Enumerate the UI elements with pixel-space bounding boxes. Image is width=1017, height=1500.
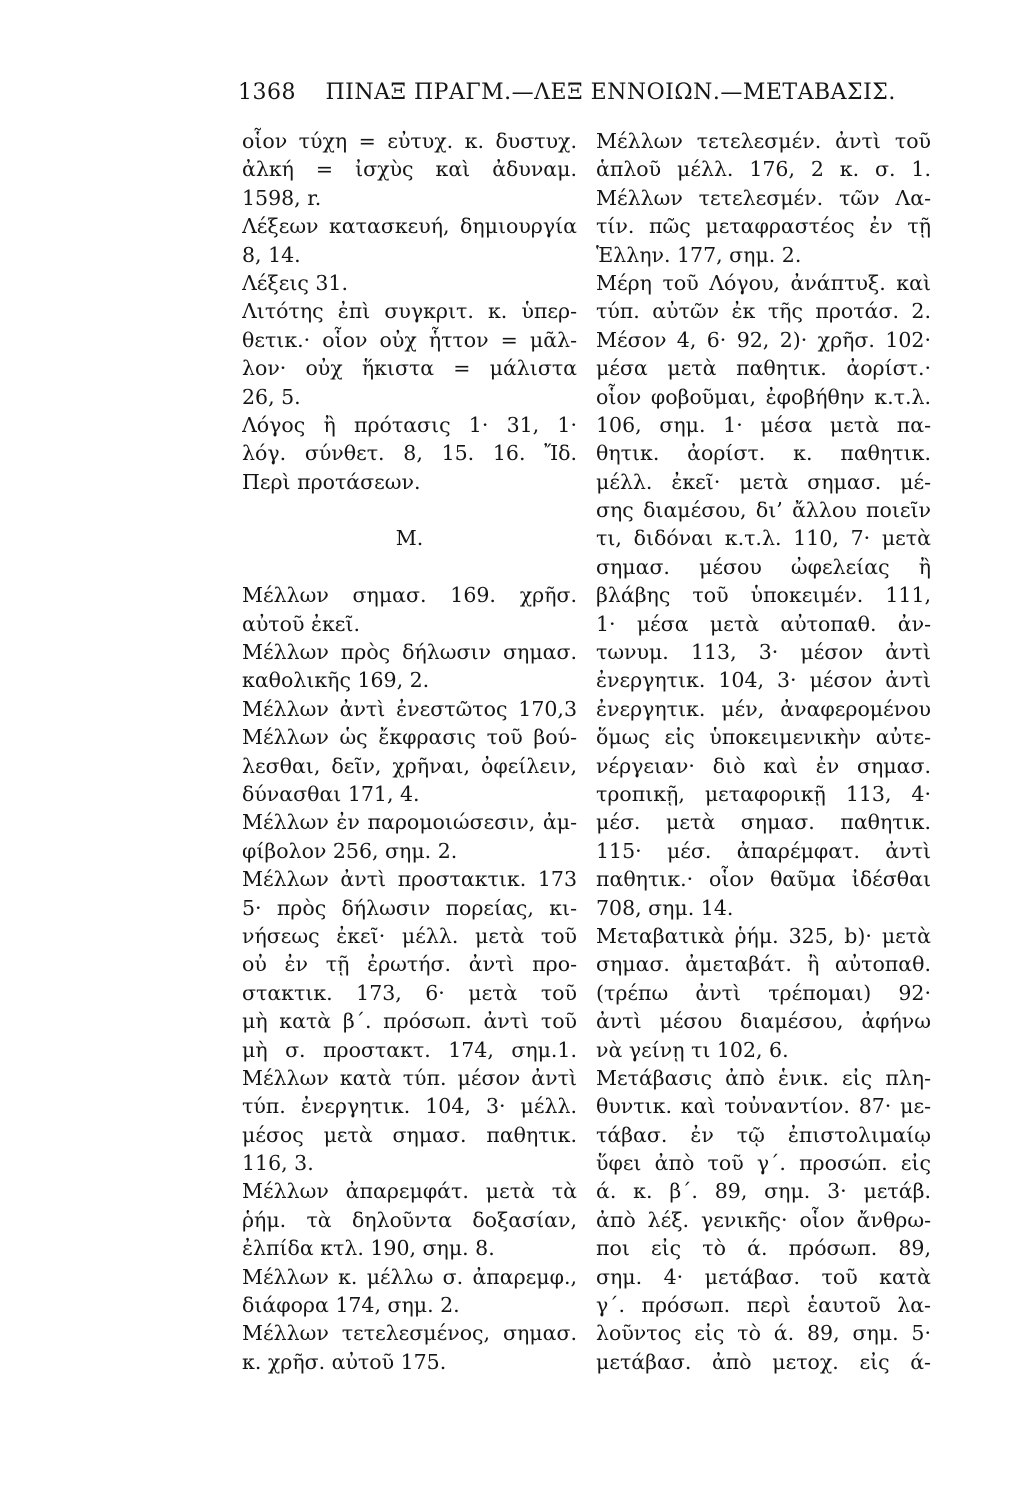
index-line: τι, διδόναι κ.τ.λ. 110, 7· μετὰ (596, 526, 931, 551)
index-line: θετικ.· οἷον οὐχ ἧττον = μᾶλ- (242, 327, 577, 352)
index-line: ἀντὶ μέσου διαμέσου, ἀφήνω (596, 1009, 931, 1034)
index-line: Περὶ προτάσεων. (242, 469, 421, 494)
index-line: 8, 14. (242, 242, 301, 267)
index-line: 5· πρὸς δήλωσιν πορείας, κι- (242, 895, 577, 920)
index-line: Μέλλων ἀπαρεμφάτ. μετὰ τὰ (242, 1179, 577, 1204)
index-line: τάβασ. ἐν τῷ ἐπιστολιμαίῳ (596, 1122, 931, 1147)
index-line: 708, σημ. 14. (596, 895, 734, 920)
index-line: στακτικ. 173, 6· μετὰ τοῦ (242, 980, 577, 1005)
index-line: θητικ. ἀορίστ. κ. παθητικ. (596, 441, 931, 466)
right-column (596, 127, 931, 1376)
index-line: μέσ. μετὰ σημασ. παθητικ. (596, 810, 931, 835)
index-line: Ἑλλην. 177, σημ. 2. (596, 242, 802, 267)
index-line: μέλλ. ἐκεῖ· μετὰ σημασ. μέ- (596, 469, 931, 494)
index-line: νέργειαν· διὸ καὶ ἐν σημασ. (596, 753, 931, 778)
index-line: σημ. 4· μετάβασ. τοῦ κατὰ (596, 1264, 931, 1289)
index-line: 1598, r. (242, 185, 322, 210)
index-line: Λιτότης ἐπὶ συγκριτ. κ. ὑπερ- (242, 299, 577, 324)
index-line: Μέλλων ὡς ἔκφρασις τοῦ βού- (242, 725, 577, 750)
index-line: μέσα μετὰ παθητικ. ἀορίστ.· (596, 356, 931, 381)
index-line: τύπ. αὐτῶν ἐκ τῆς προτάσ. 2. (596, 299, 931, 324)
index-line: γ΄. πρόσωπ. περὶ ἑαυτοῦ λα- (596, 1293, 931, 1318)
index-line: Μέλλων κ. μέλλω σ. ἀπαρεμφ., (242, 1264, 577, 1289)
index-line: (τρέπω ἀντὶ τρέπομαι) 92· (596, 980, 931, 1005)
index-line: τωνυμ. 113, 3· μέσον ἀντὶ (596, 640, 931, 665)
index-line: σημασ. ἀμεταβάτ. ἢ αὐτοπαθ. (596, 952, 931, 977)
index-line: Μέλλων τετελεσμέν. τῶν Λα- (596, 185, 931, 210)
index-line (242, 496, 577, 524)
index-line: μετάβασ. ἀπὸ μετοχ. εἰς ά- (596, 1349, 931, 1374)
index-line: τίν. πῶς μεταφραστέος ἐν τῇ (596, 214, 931, 239)
index-line: Μέλλων τετελεσμέν. ἀντὶ τοῦ (596, 129, 931, 153)
index-line: καθολικῆς 169, 2. (242, 668, 430, 693)
index-line: οἷον φοβοῦμαι, ἐφοβήθην κ.τ.λ. (596, 384, 931, 409)
index-line: Μέσον 4, 6· 92, 2)· χρῆσ. 102· (596, 327, 931, 352)
index-line: σης διαμέσου, δι’ ἄλλου ποιεῖν (596, 498, 931, 523)
index-line: ἁπλοῦ μέλλ. 176, 2 κ. σ. 1. (596, 157, 931, 182)
index-line: διάφορα 174, σημ. 2. (242, 1293, 460, 1318)
index-line: ἐνεργητικ. μέν, ἀναφερομένου (596, 696, 931, 721)
index-line: ἐλπίδα κτλ. 190, σημ. 8. (242, 1236, 495, 1261)
index-line: ποι εἰς τὸ ά. πρόσωπ. 89, (596, 1236, 931, 1261)
index-line: φίβολον 256, σημ. 2. (242, 838, 458, 863)
index-line: ὕφει ἀπὸ τοῦ γ΄. προσώπ. εἰς (596, 1151, 931, 1176)
index-line: Μέλλων κατὰ τύπ. μέσον ἀντὶ (242, 1065, 577, 1090)
index-line: Μέλλων τετελεσμένος, σημασ. (242, 1321, 577, 1346)
index-line: ῥήμ. τὰ δηλοῦντα δοξασίαν, (242, 1207, 577, 1232)
index-line: λον· οὐχ ἥκιστα = μάλιστα (242, 356, 577, 381)
index-line: Μέλλων ἀντὶ ἐνεστῶτος 170,3 (242, 696, 577, 721)
index-line: οὐ ἐν τῇ ἐρωτήσ. ἀντὶ προ- (242, 952, 577, 977)
page-header (238, 80, 896, 105)
index-line: λοῦντος εἰς τὸ ά. 89, σημ. 5· (596, 1321, 931, 1346)
index-line: Μέλλων πρὸς δήλωσιν σημασ. (242, 640, 577, 665)
index-line: Μέλλων σημασ. 169. χρῆσ. (242, 583, 577, 608)
index-line: Λέξεων κατασκευή, δημιουργία (242, 214, 577, 239)
index-line: θυντικ. καὶ τοὐναντίον. 87· με- (596, 1094, 931, 1119)
index-line: ἐνεργητικ. 104, 3· μέσον ἀντὶ (596, 668, 931, 693)
index-line: λόγ. σύνθετ. 8, 15. 16. Ἴδ. (242, 441, 577, 466)
index-line: 26, 5. (242, 384, 301, 409)
index-line: σημασ. μέσου ὠφελείας ἢ (596, 554, 931, 579)
index-line: Μέρη τοῦ Λόγου, ἀνάπτυξ. καὶ (596, 270, 931, 295)
index-line: τροπικῇ, μεταφορικῇ 113, 4· (596, 781, 931, 806)
index-line: παθητικ.· οἷον θαῦμα ἰδέσθαι (596, 867, 931, 892)
section-letter: Μ. (395, 526, 424, 551)
index-line: Μεταβατικὰ ῥήμ. 325, b)· μετὰ (596, 923, 931, 948)
index-line: δύνασθαι 171, 4. (242, 781, 420, 806)
index-line: νὰ γείνῃ τι 102, 6. (596, 1037, 789, 1062)
index-line: μέσος μετὰ σημασ. παθητικ. (242, 1122, 577, 1147)
index-line: ἀλκή = ἰσχὺς καὶ ἀδυναμ. (242, 157, 577, 182)
index-line: μὴ κατὰ β΄. πρόσωπ. ἀντὶ τοῦ (242, 1009, 577, 1034)
index-line: 1· μέσα μετὰ αὐτοπαθ. ἀν- (596, 611, 931, 636)
index-line: κ. χρῆσ. αὐτοῦ 175. (242, 1349, 447, 1374)
index-line: μὴ σ. προστακτ. 174, σημ.1. (242, 1037, 577, 1062)
index-line: ἀπὸ λέξ. γενικῆς· οἷον ἄνθρω- (596, 1207, 931, 1232)
page-number: 1368 (238, 80, 296, 105)
index-line (242, 553, 577, 581)
left-column (242, 127, 577, 1376)
index-line: ά. κ. β΄. 89, σημ. 3· μετάβ. (596, 1179, 931, 1204)
index-line: τύπ. ἐνεργητικ. 104, 3· μέλλ. (242, 1094, 577, 1119)
index-line: Μετάβασις ἀπὸ ἑνικ. εἰς πλη- (596, 1065, 931, 1090)
index-line: αὐτοῦ ἐκεῖ. (242, 611, 360, 636)
running-title: ΠΙΝΑΞ ΠΡΑΓΜ.—ΛΕΞ ΕΝΝΟΙΩΝ.—ΜΕΤΑΒΑΣΙΣ. (325, 80, 896, 105)
index-line: 106, σημ. 1· μέσα μετὰ πα- (596, 412, 931, 437)
index-line: ὅμως εἰς ὑποκειμενικὴν αὐτε- (596, 725, 931, 750)
index-line: 115· μέσ. ἀπαρέμφατ. ἀντὶ (596, 838, 931, 863)
index-line: βλάβης τοῦ ὑποκειμέν. 111, (596, 583, 931, 608)
index-line: λεσθαι, δεῖν, χρῆναι, ὀφείλειν, (242, 753, 577, 778)
index-line: νήσεως ἐκεῖ· μέλλ. μετὰ τοῦ (242, 923, 577, 948)
index-line: οἷον τύχη = εὐτυχ. κ. δυστυχ. (242, 129, 577, 153)
index-line: 116, 3. (242, 1151, 314, 1176)
index-line: Μέλλων ἐν παρομοιώσεσιν, ἀμ- (242, 810, 577, 835)
index-line: Λόγος ἢ πρότασις 1· 31, 1· (242, 412, 577, 437)
index-line: Μέλλων ἀντὶ προστακτικ. 173 (242, 867, 577, 892)
index-line: Λέξεις 31. (242, 270, 348, 295)
